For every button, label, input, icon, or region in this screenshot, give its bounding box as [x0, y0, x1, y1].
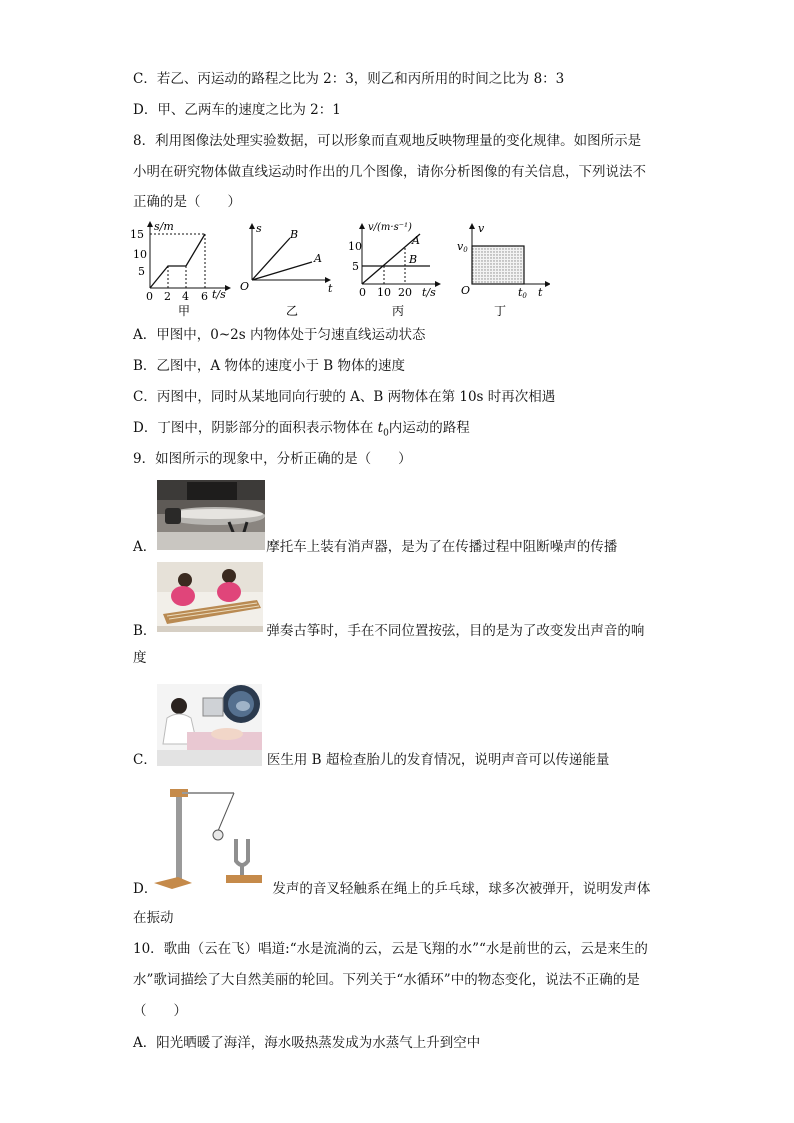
jia-ylabel: s/m: [154, 220, 174, 233]
q8-graphs: [130, 218, 550, 318]
bing-line-b: B: [409, 253, 418, 266]
jia-xtick: 0: [146, 290, 153, 303]
graph-jia: [130, 220, 230, 318]
bing-ytick: 10: [348, 240, 362, 253]
q9c-label: C．: [133, 752, 157, 768]
jia-xtick: 6: [201, 290, 208, 303]
q9-option-a: [133, 538, 617, 556]
q9b-label: B．: [133, 623, 157, 639]
jia-caption: 甲: [178, 304, 191, 318]
jia-ytick: 10: [133, 248, 147, 261]
q8-option-a: A．甲图中，0~2s 内物体处于匀速直线运动状态: [133, 327, 426, 343]
q9c-text: 医生用 B 超检查胎儿的发育情况，说明声音可以传递能量: [266, 752, 610, 768]
tuning-fork-apparatus-image: [152, 783, 267, 893]
q9-option-b: [133, 622, 644, 640]
ding-ylabel: v: [478, 222, 485, 235]
q9d-text: 发声的音叉轻触系在绳上的乒乓球，球多次被弹开，说明发声体: [272, 881, 651, 897]
q8-option-c: C．丙图中，同时从某地同向行驶的 A、B 两物体在第 10s 时再次相遇: [133, 389, 556, 405]
q7-option-c: C．若乙、丙运动的路程之比为 2：3，则乙和丙所用的时间之比为 8：3: [133, 71, 565, 87]
jia-ytick: 15: [130, 228, 144, 241]
q9-option-b-cont: 度: [133, 650, 147, 666]
bing-xtick: 0: [359, 286, 366, 299]
graph-bing: [348, 222, 440, 318]
jia-xtick: 4: [182, 290, 189, 303]
q9-option-d-cont: 在振动: [133, 910, 174, 926]
bing-ytick: 5: [352, 260, 359, 273]
yi-line-b: B: [290, 228, 299, 241]
yi-ylabel: s: [256, 222, 262, 235]
ding-xlabel: t: [538, 286, 543, 299]
q9-stem: 9．如图所示的现象中，分析正确的是（ ）: [133, 451, 412, 467]
q7-option-d: D．甲、乙两车的速度之比为 2：1: [133, 102, 341, 118]
jia-xtick: 2: [164, 290, 171, 303]
q9d-label: D．: [133, 881, 158, 897]
q8-option-b: B．乙图中，A 物体的速度小于 B 物体的速度: [133, 358, 405, 374]
q9a-label: A．: [133, 539, 157, 555]
bing-xtick: 20: [398, 286, 412, 299]
ding-origin: O: [461, 284, 471, 297]
q10-stem-line3: （ ）: [133, 1003, 187, 1019]
q8-stem-line1: 8．利用图像法处理实验数据，可以形象而直观地反映物理量的变化规律。如图所示是: [133, 133, 642, 149]
q8-option-d: D．丁图中，阴影部分的面积表示物体在 $t_0$内运动的路程: [133, 420, 470, 439]
graph-yi: [240, 222, 333, 318]
yi-xlabel: t: [328, 282, 333, 295]
q9-option-d: [133, 880, 650, 898]
q10-stem-line2: 水”歌词描绘了大自然美丽的轮回。下列关于“水循环”中的物态变化，说法不正确的是: [133, 972, 640, 988]
ding-v0: v0: [457, 240, 468, 254]
ding-caption: 丁: [494, 304, 507, 318]
q9b-text: 弹奏古筝时，手在不同位置按弦，目的是为了改变发出声音的响: [266, 623, 645, 639]
q10-option-a: A．阳光晒暖了海洋，海水吸热蒸发成为水蒸气上升到空中: [133, 1035, 481, 1051]
ding-t0: t0: [518, 286, 527, 300]
q10-stem-line1: 10．歌曲（云在飞）唱道:“水是流淌的云，云是飞翔的水”“水是前世的云，云是来生的: [133, 941, 648, 957]
yi-caption: 乙: [286, 304, 299, 318]
jia-ytick: 5: [138, 265, 145, 278]
q8-stem-line2: 小明在研究物体做直线运动时作出的几个图像，请你分析图像的有关信息，下列说法不: [133, 164, 646, 180]
bing-xtick: 10: [377, 286, 391, 299]
bing-caption: 丙: [392, 304, 405, 318]
yi-line-a: A: [314, 252, 322, 265]
ding-shaded-area: [472, 246, 524, 284]
q9a-text: 摩托车上装有消声器，是为了在传播过程中阻断噪声的传播: [266, 539, 618, 555]
yi-origin: O: [240, 280, 250, 293]
q9-option-c: [133, 751, 609, 769]
jia-xlabel: t/s: [212, 288, 226, 301]
graph-ding: [457, 222, 550, 318]
bing-line-a: A: [412, 234, 420, 247]
bing-xlabel: t/s: [422, 286, 436, 299]
bing-ylabel: v/(m·s⁻¹): [368, 222, 412, 233]
q8-stem-line3: 正确的是（ ）: [133, 194, 241, 210]
